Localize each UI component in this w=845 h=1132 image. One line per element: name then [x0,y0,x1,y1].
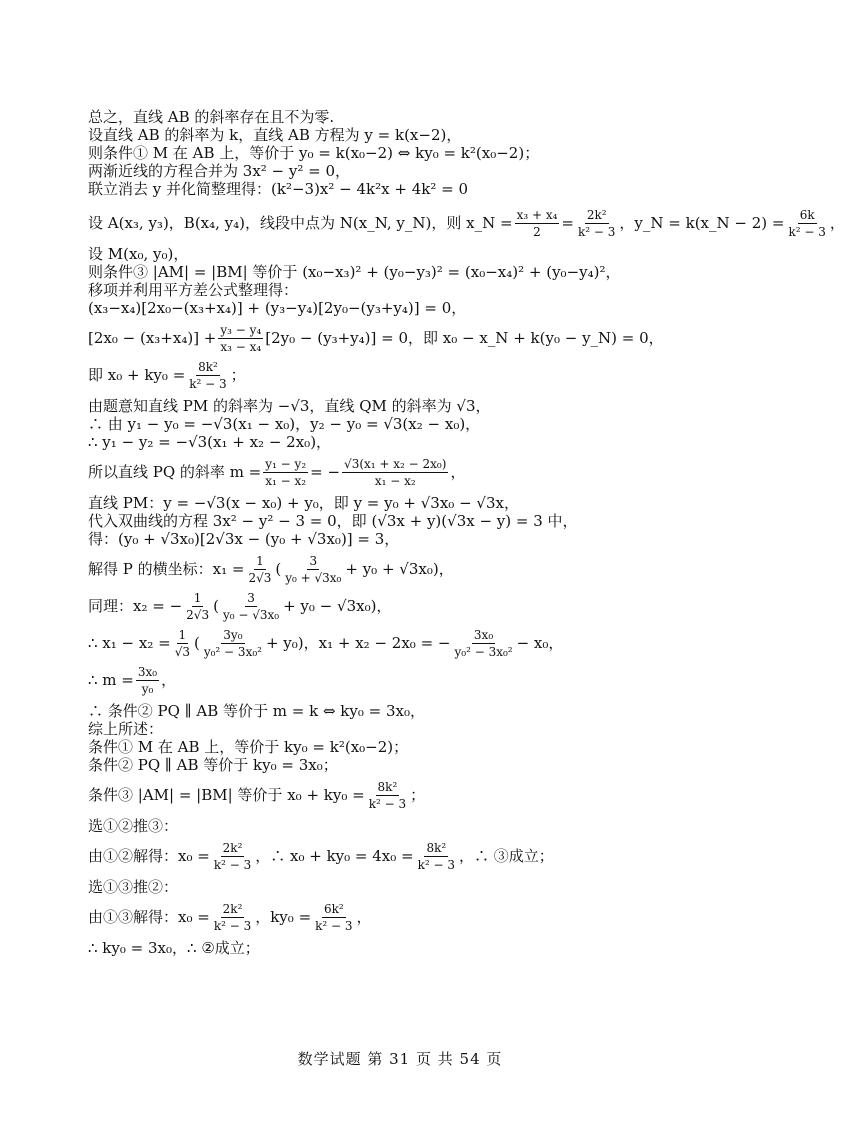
denominator: 2√3 [186,608,210,622]
text-line [88,180,728,198]
formula-line [88,665,728,696]
text-line [88,245,728,263]
line-text: 条件② PQ ∥ AB 等价于 ky₀ = 3x₀； [88,756,338,774]
line-text: 则条件③ |AM| = |BM| 等价于 (x₀−x₃)² + (y₀−y₃)² = (x₀−x₄)² + (y₀−y₄)²， [88,263,621,281]
line-text: 得：(y₀ + √3x₀)[2√3x − (y₀ + √3x₀)] = 3， [88,530,400,548]
formula-line [88,780,728,811]
line-text: 解得 P 的横坐标：x₁ = [88,560,245,578]
line-text: 选①②推③： [88,817,179,835]
line-text: ，ky₀ = [255,908,312,926]
line-text: 设 M(x₀, y₀)， [88,245,189,263]
line-text: ∴ 由 y₁ − y₀ = −√3(x₁ − x₀)，y₂ − y₀ = √3(x₂ − x₀)， [88,415,481,433]
numerator: √3(x₁ + x₂ − 2x₀) [344,457,447,471]
denominator: 2√3 [248,571,272,585]
numerator: 6k² [323,902,344,916]
denominator: k² − 3 [578,225,616,239]
fraction [786,208,827,239]
denominator: y₀² − 3x₀² [203,645,262,659]
text-line [88,878,728,896]
denominator: k² − 3 [368,797,407,811]
line-text: 即 x₀ + ky₀ = [88,366,186,384]
numerator: 3x₀ [137,665,158,679]
line-text: ，∴ ③成立； [459,847,554,865]
line-text: 条件③ |AM| = |BM| 等价于 x₀ + ky₀ = [88,786,365,804]
fraction [313,902,354,933]
fraction [263,457,308,488]
text-line [88,702,728,720]
denominator: y₀ + √3x₀ [285,571,342,585]
numerator: 3 [309,554,318,568]
line-text: = [561,214,574,232]
text-line [88,108,728,126]
fraction [515,208,560,239]
line-text: = − [310,463,341,481]
line-text: 设 A(x₃, y₃)，B(x₄, y₄)，线段中点为 N(x_N, y_N)，则 x_N = [88,214,513,232]
formula-line [88,208,845,239]
fraction [283,554,343,585]
formula-line [88,554,728,585]
formula-line [88,323,728,354]
line-text: ； [230,366,246,384]
formula-line [88,841,728,872]
line-text: − x₀， [516,634,564,652]
line-text: ， [161,671,177,689]
text-line [88,494,728,512]
fraction [221,591,281,622]
line-text: 由①②解得：x₀ = [88,847,210,865]
line-text: ( [275,560,282,578]
numerator: 3y₀ [223,628,243,642]
text-line [88,162,728,180]
text-line [88,756,728,774]
denominator: k² − 3 [213,919,252,933]
line-text: 则条件① M 在 AB 上，等价于 y₀ = k(x₀−2) ⇔ ky₀ = k²(x₀−2)； [88,144,540,162]
line-text: + y₀ − √3x₀)， [283,597,392,615]
fraction [342,457,448,488]
denominator: k² − 3 [788,225,826,239]
line-text: 直线 PM：y = −√3(x − x₀) + y₀，即 y = y₀ + √3x₀ − √3x， [88,494,519,512]
numerator: 8k² [426,841,447,855]
formula-line [88,591,728,622]
numerator: 1 [178,628,187,642]
fraction [173,628,192,659]
denominator: x₁ − x₂ [374,474,416,488]
line-text: 设直线 AB 的斜率为 k，直线 AB 方程为 y = k(x−2)， [88,126,462,144]
numerator: 1 [193,591,202,605]
line-text: 所以直线 PQ 的斜率 m = [88,463,262,481]
line-text: + y₀)，x₁ + x₂ − 2x₀ = − [265,634,451,652]
denominator: √3 [174,645,190,659]
formula-line [88,628,728,659]
fraction [367,780,408,811]
fraction [218,323,263,354]
numerator: 8k² [377,780,398,794]
line-text: 总之，直线 AB 的斜率存在且不为零. [88,108,335,126]
page-footer: 数学试题 第 31 页 共 54 页 [297,1050,503,1068]
line-text: 移项并利用平方差公式整理得： [88,281,299,299]
line-text: ， [356,908,372,926]
line-text: ∴ m = [88,671,134,689]
numerator: x₃ + x₄ [516,208,558,222]
line-text: ∴ 条件② PQ ∥ AB 等价于 m = k ⇔ ky₀ = 3x₀， [88,702,426,720]
line-text: 由①③解得：x₀ = [88,908,210,926]
fraction [136,665,159,696]
numerator: 8k² [198,360,218,374]
denominator: k² − 3 [315,919,353,933]
line-text: ∴ ky₀ = 3x₀，∴ ②成立； [88,939,260,957]
denominator: k² − 3 [189,377,227,391]
numerator: y₃ − y₄ [220,323,262,337]
line-text: ( [213,597,219,615]
numerator: 3 [247,591,255,605]
line-text: 同理：x₂ = − [88,597,183,615]
text-line [88,281,728,299]
line-text: + y₀ + √3x₀)， [345,560,454,578]
formula-line [88,457,728,488]
solution-body [88,108,845,957]
denominator: y₀² − 3x₀² [454,645,513,659]
line-text: 代入双曲线的方程 3x² − y² − 3 = 0，即 (√3x + y)(√3x − y) = 3 中， [88,512,578,530]
line-text: 联立消去 y 并化简整理得：(k²−3)x² − 4k²x + 4k² = 0 [88,180,469,198]
line-text: 由题意知直线 PM 的斜率为 −√3，直线 QM 的斜率为 √3， [88,397,491,415]
text-line [88,738,728,756]
fraction [202,628,264,659]
line-text: ， [450,463,466,481]
denominator: 2 [533,225,541,239]
text-line [88,939,728,957]
denominator: y₀ [141,682,154,696]
text-line [88,433,728,451]
text-line [88,720,728,738]
fraction [212,902,253,933]
line-text: ，∴ x₀ + ky₀ = 4x₀ = [255,847,414,865]
text-line [88,299,728,317]
line-text: 条件① M 在 AB 上，等价于 ky₀ = k²(x₀−2)； [88,738,409,756]
line-text: ，y_N = k(x_N − 2) = [619,214,785,232]
numerator: 1 [256,554,264,568]
text-line [88,512,728,530]
fraction [416,841,457,872]
fraction [246,554,273,585]
line-text: [2y₀ − (y₃+y₄)] = 0，即 x₀ − x_N + k(y₀ − y_N) = 0， [265,329,664,347]
fraction [212,841,253,872]
denominator: x₃ − x₄ [220,340,262,354]
fraction [576,208,617,239]
line-text: 综上所述： [88,720,164,738]
text-line [88,397,728,415]
numerator: y₁ − y₂ [265,457,307,471]
denominator: y₀ − √3x₀ [222,608,280,622]
line-text: 选①③推②： [88,878,179,896]
text-line [88,144,728,162]
numerator: 6k [799,208,815,222]
formula-line [88,902,728,933]
line-text: (x₃−x₄)[2x₀−(x₃+x₄)] + (y₃−y₄)[2y₀−(y₃+y₄)] = 0， [88,299,467,317]
line-text: ∴ y₁ − y₂ = −√3(x₁ + x₂ − 2x₀)， [88,433,332,451]
denominator: x₁ − x₂ [265,474,307,488]
text-line [88,817,728,835]
numerator: 2k² [222,841,243,855]
text-line [88,415,728,433]
line-text: ； [410,786,426,804]
line-text: ( [193,634,200,652]
line-text: ， [829,214,845,232]
numerator: 3x₀ [473,628,494,642]
text-line [88,530,728,548]
numerator: 2k² [222,902,243,916]
denominator: k² − 3 [417,858,456,872]
line-text: 两渐近线的方程合并为 3x² − y² = 0， [88,162,351,180]
text-line [88,263,728,281]
fraction [187,360,228,391]
text-line [88,126,728,144]
denominator: k² − 3 [213,858,252,872]
numerator: 2k² [586,208,607,222]
line-text: [2x₀ − (x₃+x₄)] + [88,329,217,347]
line-text: ∴ x₁ − x₂ = [88,634,171,652]
fraction [452,628,514,659]
fraction [184,591,211,622]
formula-line [88,360,728,391]
